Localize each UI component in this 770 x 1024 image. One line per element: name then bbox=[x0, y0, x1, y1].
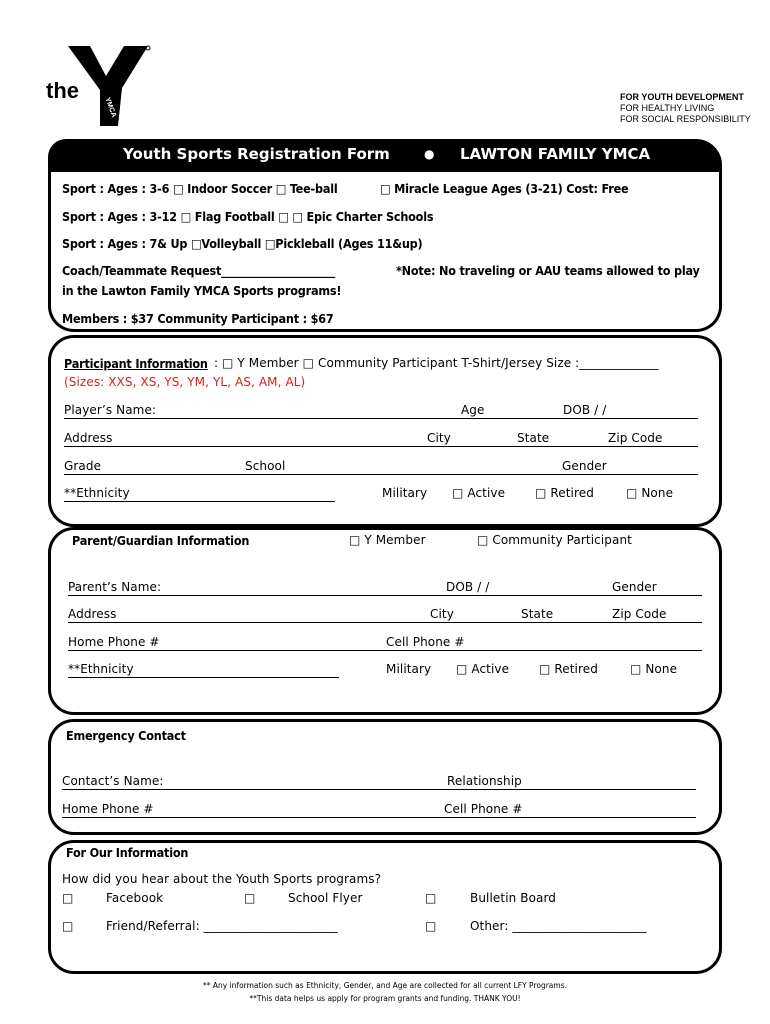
parent-ethnicity-label: **Ethnicity bbox=[68, 662, 134, 676]
flyer-label: School Flyer bbox=[288, 891, 363, 905]
emergency-home-label: Home Phone # bbox=[62, 802, 154, 816]
parent-address-line[interactable] bbox=[68, 622, 702, 623]
grade-label: Grade bbox=[64, 459, 102, 473]
parent-address-label: Address bbox=[68, 607, 117, 621]
parent-city-label: City bbox=[430, 607, 454, 621]
footer-line-1: ** Any information such as Ethnicity, Gender, and Age are collected for all current LFY Programs. bbox=[203, 981, 567, 990]
parent-retired-checkbox[interactable]: □ Retired bbox=[539, 662, 598, 676]
contact-line[interactable] bbox=[62, 789, 696, 790]
player-name-label: Player’s Name: bbox=[64, 403, 157, 417]
relationship-label: Relationship bbox=[447, 774, 522, 788]
pricing: Members : $37 Community Participant : $67 bbox=[62, 311, 334, 326]
parent-community[interactable]: □ Community Participant bbox=[477, 533, 632, 547]
facebook-label: Facebook bbox=[106, 891, 164, 905]
friend-label: Friend/Referral: ______________________ bbox=[106, 919, 338, 933]
retired-checkbox[interactable]: □ Retired bbox=[535, 486, 594, 500]
logo-text-the: the bbox=[46, 78, 79, 103]
gender-label: Gender bbox=[562, 459, 607, 473]
info-question: How did you hear about the Youth Sports programs? bbox=[62, 872, 382, 886]
contact-name-label: Contact’s Name: bbox=[62, 774, 164, 788]
footer-line-2: **This data helps us apply for program grants and funding. THANK YOU! bbox=[249, 994, 521, 1003]
participant-options: : □ Y Member □ Community Participant T-Shirt/Jersey Size :_____________ bbox=[214, 356, 659, 370]
parent-military-label: Military bbox=[386, 662, 432, 676]
parent-ymember[interactable]: □ Y Member bbox=[349, 533, 426, 547]
participant-title: Participant Information bbox=[64, 356, 208, 371]
military-label: Military bbox=[382, 486, 428, 500]
grade-line[interactable] bbox=[64, 474, 698, 475]
parent-none-checkbox[interactable]: □ None bbox=[630, 662, 678, 676]
info-box bbox=[48, 840, 722, 974]
parent-cell-label: Cell Phone # bbox=[386, 635, 465, 649]
dob-label: DOB / / bbox=[563, 403, 607, 417]
emergency-cell-label: Cell Phone # bbox=[444, 802, 523, 816]
other-label: Other: ______________________ bbox=[470, 919, 647, 933]
emergency-title: Emergency Contact bbox=[66, 728, 186, 743]
form-title: Youth Sports Registration Form bbox=[123, 145, 390, 163]
bulletin-checkbox[interactable]: □ bbox=[425, 891, 437, 905]
tagline-line: FOR SOCIAL RESPONSIBILITY bbox=[620, 114, 751, 124]
sport-row-1: Sport : Ages : 3-6 □ Indoor Soccer □ Tee-ball bbox=[62, 181, 338, 196]
none-checkbox[interactable]: □ None bbox=[626, 486, 674, 500]
logo-ymca-text: YMCA bbox=[103, 96, 118, 119]
parent-title: Parent/Guardian Information bbox=[72, 533, 250, 548]
parent-gender-label: Gender bbox=[612, 580, 657, 594]
player-line[interactable] bbox=[64, 418, 698, 419]
zip-label: Zip Code bbox=[608, 431, 663, 445]
info-title: For Our Information bbox=[66, 845, 189, 860]
facebook-checkbox[interactable]: □ bbox=[62, 891, 74, 905]
parent-active-checkbox[interactable]: □ Active bbox=[456, 662, 510, 676]
parent-box bbox=[48, 527, 722, 715]
parent-home-label: Home Phone # bbox=[68, 635, 160, 649]
address-line[interactable] bbox=[64, 446, 698, 447]
parent-ethnicity-line[interactable] bbox=[68, 677, 339, 678]
school-label: School bbox=[245, 459, 286, 473]
tagline-line: FOR YOUTH DEVELOPMENT bbox=[620, 92, 744, 102]
ethnicity-line[interactable] bbox=[64, 501, 335, 502]
parent-dob-label: DOB / / bbox=[446, 580, 490, 594]
note: *Note: No traveling or AAU teams allowed to play bbox=[396, 263, 700, 278]
parent-phone-line[interactable] bbox=[68, 650, 702, 651]
address-label: Address bbox=[64, 431, 113, 445]
note-cont: in the Lawton Family YMCA Sports programs! bbox=[62, 283, 342, 298]
tagline bbox=[620, 92, 751, 125]
ymca-name: LAWTON FAMILY YMCA bbox=[460, 145, 651, 163]
other-checkbox[interactable]: □ bbox=[425, 919, 437, 933]
state-label: State bbox=[517, 431, 550, 445]
friend-checkbox[interactable]: □ bbox=[62, 919, 74, 933]
age-label: Age bbox=[461, 403, 485, 417]
active-checkbox[interactable]: □ Active bbox=[452, 486, 506, 500]
bulletin-label: Bulletin Board bbox=[470, 891, 557, 905]
parent-state-label: State bbox=[521, 607, 554, 621]
bullet: ● bbox=[424, 147, 435, 161]
miracle-league: □ Miracle League Ages (3-21) Cost: Free bbox=[380, 181, 629, 196]
flyer-checkbox[interactable]: □ bbox=[244, 891, 256, 905]
sport-row-3: Sport : Ages : 7& Up □Volleyball □Pickleball (Ages 11&up) bbox=[62, 236, 423, 251]
tagline-line: FOR HEALTHY LIVING bbox=[620, 103, 715, 113]
sport-row-2: Sport : Ages : 3-12 □ Flag Football □ □ Epic Charter Schools bbox=[62, 209, 434, 224]
ethnicity-label: **Ethnicity bbox=[64, 486, 130, 500]
city-label: City bbox=[427, 431, 451, 445]
coach-request: Coach/Teammate Request_____________________ bbox=[62, 263, 336, 278]
emergency-phone-line[interactable] bbox=[62, 817, 696, 818]
parent-zip-label: Zip Code bbox=[612, 607, 667, 621]
parent-name-line[interactable] bbox=[68, 595, 702, 596]
sizes: (Sizes: XXS, XS, YS, YM, YL, AS, AM, AL) bbox=[64, 375, 306, 389]
parent-name-label: Parent’s Name: bbox=[68, 580, 162, 594]
